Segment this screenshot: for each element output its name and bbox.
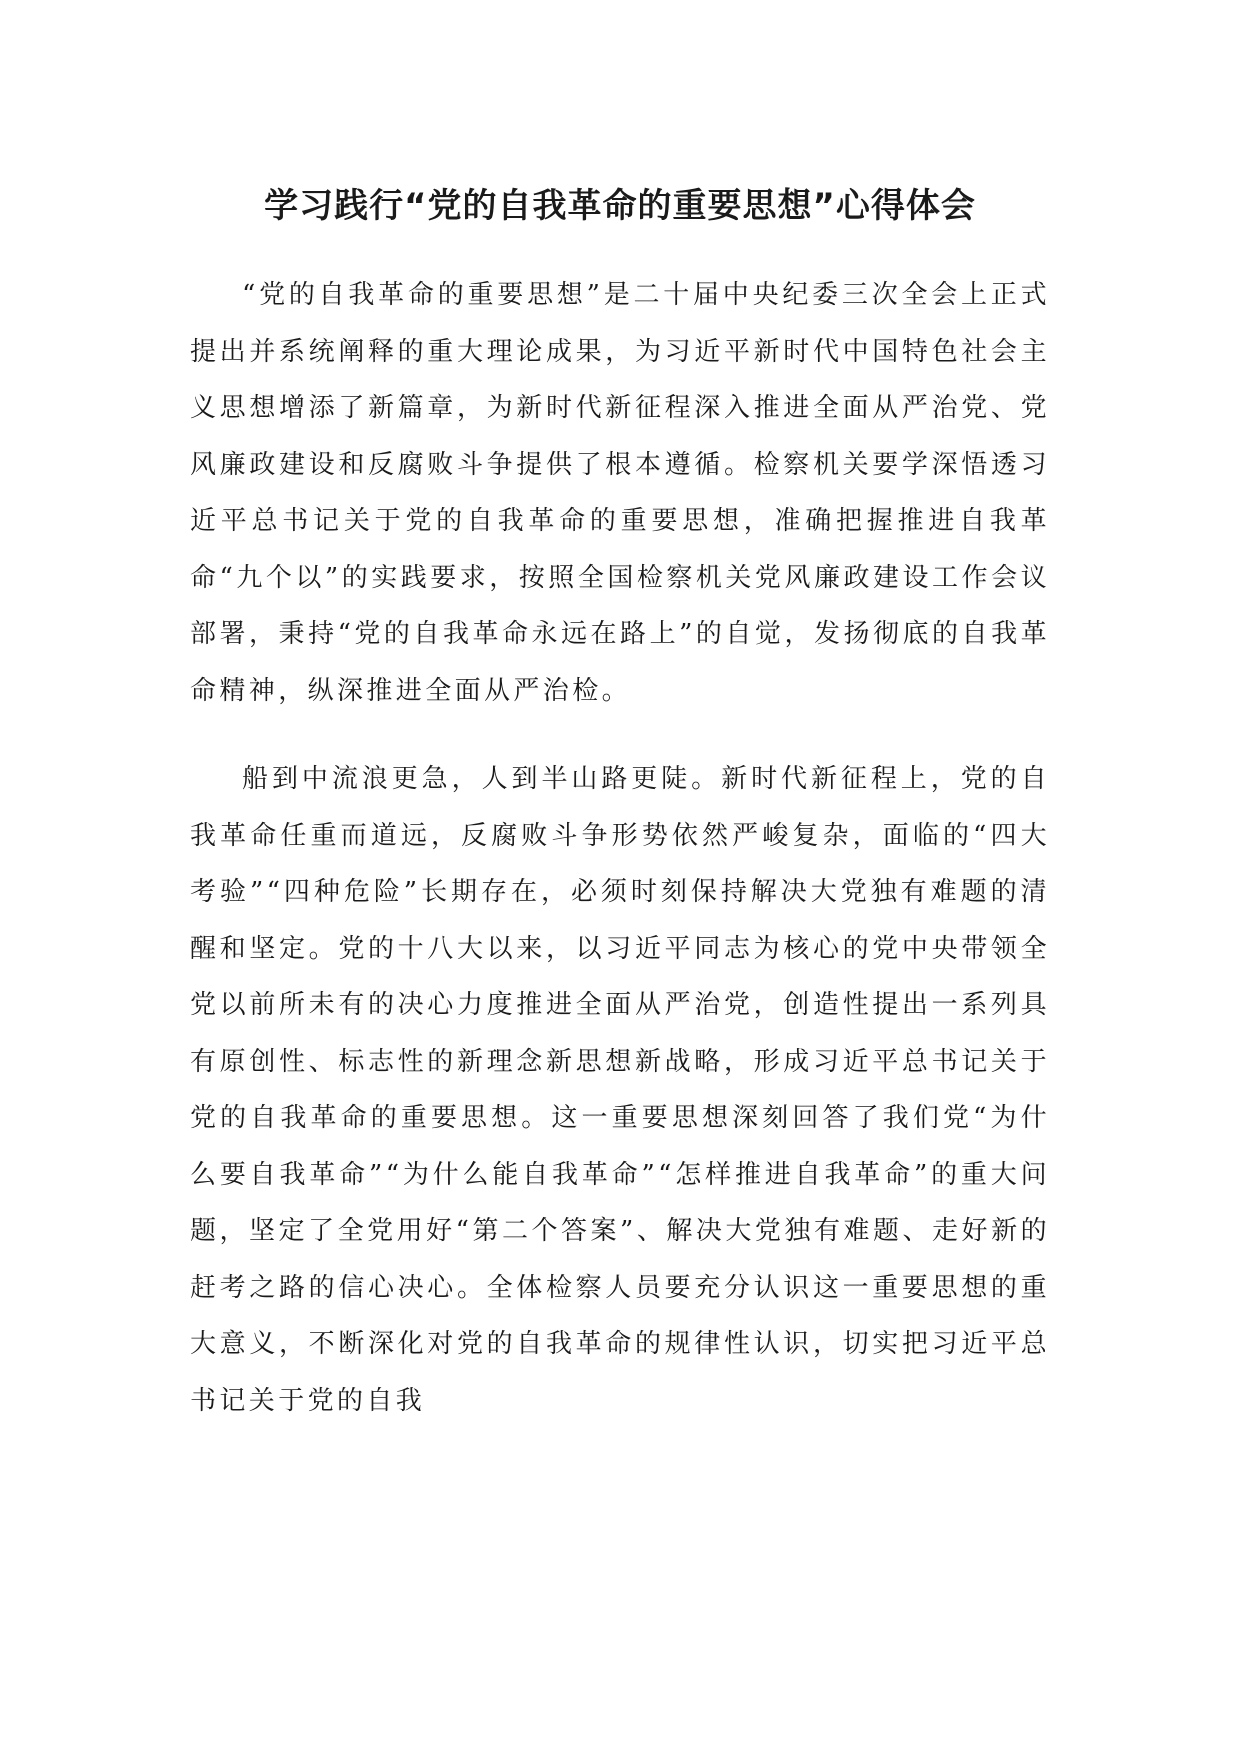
document-title: 学习践行“党的自我革命的重要思想”心得体会	[264, 186, 976, 226]
paragraph-1: “党的自我革命的重要思想”是二十届中央纪委三次全会上正式提出并系统阐释的重大理论成果，为习近平新时代中国特色社会主义思想增添了新篇章，为新时代新征程深入推进全面从严治党、党风廉政建设和反腐败斗争提供了根本遵循。检察机关要学深悟透习近平总书记关于党的自我革命的重要思想，准确把握推进自我革命“九个以”的实践要求，按照全国检察机关党风廉政建设工作会议部署，秉持“党的自我革命永远在路上”的自觉，发扬彻底的自我革命精神，纵深推进全面从严治检。	[190, 280, 1050, 706]
paragraph-2: 船到中流浪更急，人到半山路更陡。新时代新征程上，党的自我革命任重而道远，反腐败斗争形势依然严峻复杂，面临的“四大考验”“四种危险”长期存在，必须时刻保持解决大党独有难题的清醒和坚定。党的十八大以来，以习近平同志为核心的党中央带领全党以前所未有的决心力度推进全面从严治党，创造性提出一系列具有原创性、标志性的新理念新思想新战略，形成习近平总书记关于党的自我革命的重要思想。这一重要思想深刻回答了我们党“为什么要自我革命”“为什么能自我革命”“怎样推进自我革命”的重大问题，坚定了全党用好“第二个答案”、解决大党独有难题、走好新的赶考之路的信心决心。全体检察人员要充分认识这一重要思想的重大意义，不断深化对党的自我革命的规律性认识，切实把习近平总书记关于党的自我	[190, 764, 1050, 1416]
